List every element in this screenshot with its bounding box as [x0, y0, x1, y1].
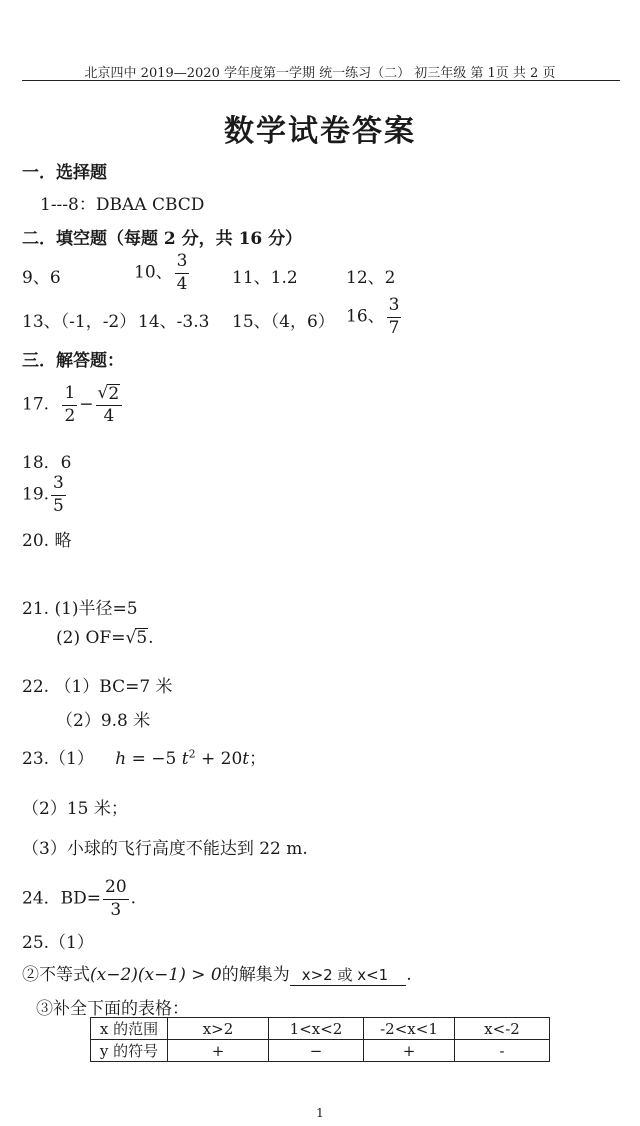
answer-q23-part1	[22, 744, 266, 769]
answer-q23-part3: （3）小球的飞行高度不能达到 22 m.	[22, 839, 308, 859]
answer-q19-denominator: 5	[53, 495, 64, 516]
answer-q21-part2-suffix: .	[148, 628, 154, 648]
answer-q17	[22, 384, 124, 426]
answer-q24-label: 24．BD=	[22, 888, 101, 909]
answer-q18: 18．6	[22, 453, 72, 473]
answer-q10-fraction	[175, 252, 190, 294]
answer-q17-fraction-2	[96, 384, 123, 426]
section-choice-heading: 一．选择题	[22, 163, 107, 183]
page-title: 数学试卷答案	[224, 114, 416, 149]
answer-q10	[134, 252, 191, 294]
answer-q24-denominator: 3	[110, 899, 122, 920]
answer-q25-solution-set: x>2 或 x<1	[290, 964, 407, 986]
answer-q9: 9、6	[22, 268, 61, 288]
answer-q17-fraction-1	[62, 384, 77, 426]
answer-q17-minus: −	[79, 394, 94, 415]
answer-q21-part1: 21. (1)半径=5	[22, 599, 138, 619]
table-cell: 1<x<2	[269, 1018, 364, 1040]
answer-q16-numerator: 3	[387, 296, 402, 318]
answer-q17-fraction-1-numerator: 1	[62, 384, 77, 406]
table-cell: -2<x<1	[364, 1018, 455, 1040]
answer-q24-fraction	[103, 878, 129, 920]
answer-q16	[346, 296, 403, 338]
answer-q10-numerator: 3	[175, 252, 190, 274]
answer-q21-part2	[56, 628, 154, 648]
answer-q17-fraction-2-numerator	[96, 384, 123, 406]
answer-q24-suffix: .	[130, 888, 137, 909]
answer-q16-label: 16、	[346, 306, 385, 327]
answer-q19-numerator: 3	[51, 474, 66, 496]
answer-q25-part1: 25.（1）	[22, 933, 94, 953]
answer-q22-part1: 22. （1）BC=7 米	[22, 677, 173, 697]
answer-q25-part2-mid: 的解集为	[221, 965, 290, 985]
answer-q16-fraction	[387, 296, 402, 338]
answer-q17-label: 17.	[22, 394, 50, 415]
answer-q24	[22, 878, 136, 920]
answer-q25-part3: ③补全下面的表格：	[36, 999, 189, 1019]
table-row	[91, 1018, 550, 1040]
answer-q21-part2-prefix: (2) OF=	[56, 628, 126, 648]
answer-q19-fraction	[51, 474, 66, 516]
answer-q12: 12、2	[346, 268, 396, 288]
table-cell: x<-2	[455, 1018, 550, 1040]
section-solve-heading: 三．解答题：	[22, 351, 124, 371]
answer-q25-part2-end: .	[406, 965, 412, 985]
answer-q25-part2	[22, 960, 412, 986]
answer-q23-part2: （2）15 米；	[22, 799, 128, 819]
header-rule	[22, 80, 620, 81]
page-number: 1	[316, 1106, 324, 1120]
answer-q10-denominator: 4	[176, 273, 188, 294]
table-cell: -	[455, 1040, 550, 1062]
answer-q11: 11、1.2	[232, 268, 298, 288]
page-header: 北京四中 2019—2020 学年度第一学期 统一练习（二） 初三年级 第 1页 共 2 页	[84, 66, 556, 81]
answer-q23-prefix: 23.（1）	[22, 749, 94, 769]
table-row	[91, 1040, 550, 1062]
answer-q19	[22, 474, 68, 516]
answer-q23-equation: h = −5 $t^2 + 20t$；	[115, 747, 267, 769]
answer-q14: 14、-3.3	[138, 312, 210, 332]
answer-q17-fraction-2-denominator: 4	[103, 405, 115, 426]
answer-q19-label: 19.	[22, 484, 50, 505]
answer-q25-part2-prefix: ②不等式	[22, 965, 90, 985]
answer-q22-part2: （2）9.8 米	[56, 711, 151, 731]
answer-q13: 13、（-1，-2）	[22, 312, 137, 332]
answer-q17-fraction-1-denominator: 2	[64, 405, 76, 426]
table-cell: +	[364, 1040, 455, 1062]
table-cell: x>2	[168, 1018, 269, 1040]
table-cell: −	[269, 1040, 364, 1062]
choice-answers: 1---8：DBAA CBCD	[40, 195, 205, 215]
answer-q10-label: 10、	[134, 262, 173, 283]
answer-q24-numerator: 20	[103, 878, 129, 900]
table-cell: y 的符号	[91, 1040, 168, 1062]
answer-q15: 15、（4，6）	[232, 312, 335, 332]
answer-q16-denominator: 7	[388, 317, 400, 338]
section-fill-heading: 二．填空题（每题 2 分，共 16 分）	[22, 229, 303, 249]
sqrt-symbol: √ 5	[125, 628, 148, 648]
table-cell: x 的范围	[91, 1018, 168, 1040]
sqrt-symbol: √ 2	[97, 383, 120, 404]
sign-table	[90, 1017, 550, 1062]
answer-q20: 20. 略	[22, 531, 72, 551]
answer-q25-inequality: (x−2)(x−1) > 0	[90, 965, 222, 985]
table-cell: +	[168, 1040, 269, 1062]
